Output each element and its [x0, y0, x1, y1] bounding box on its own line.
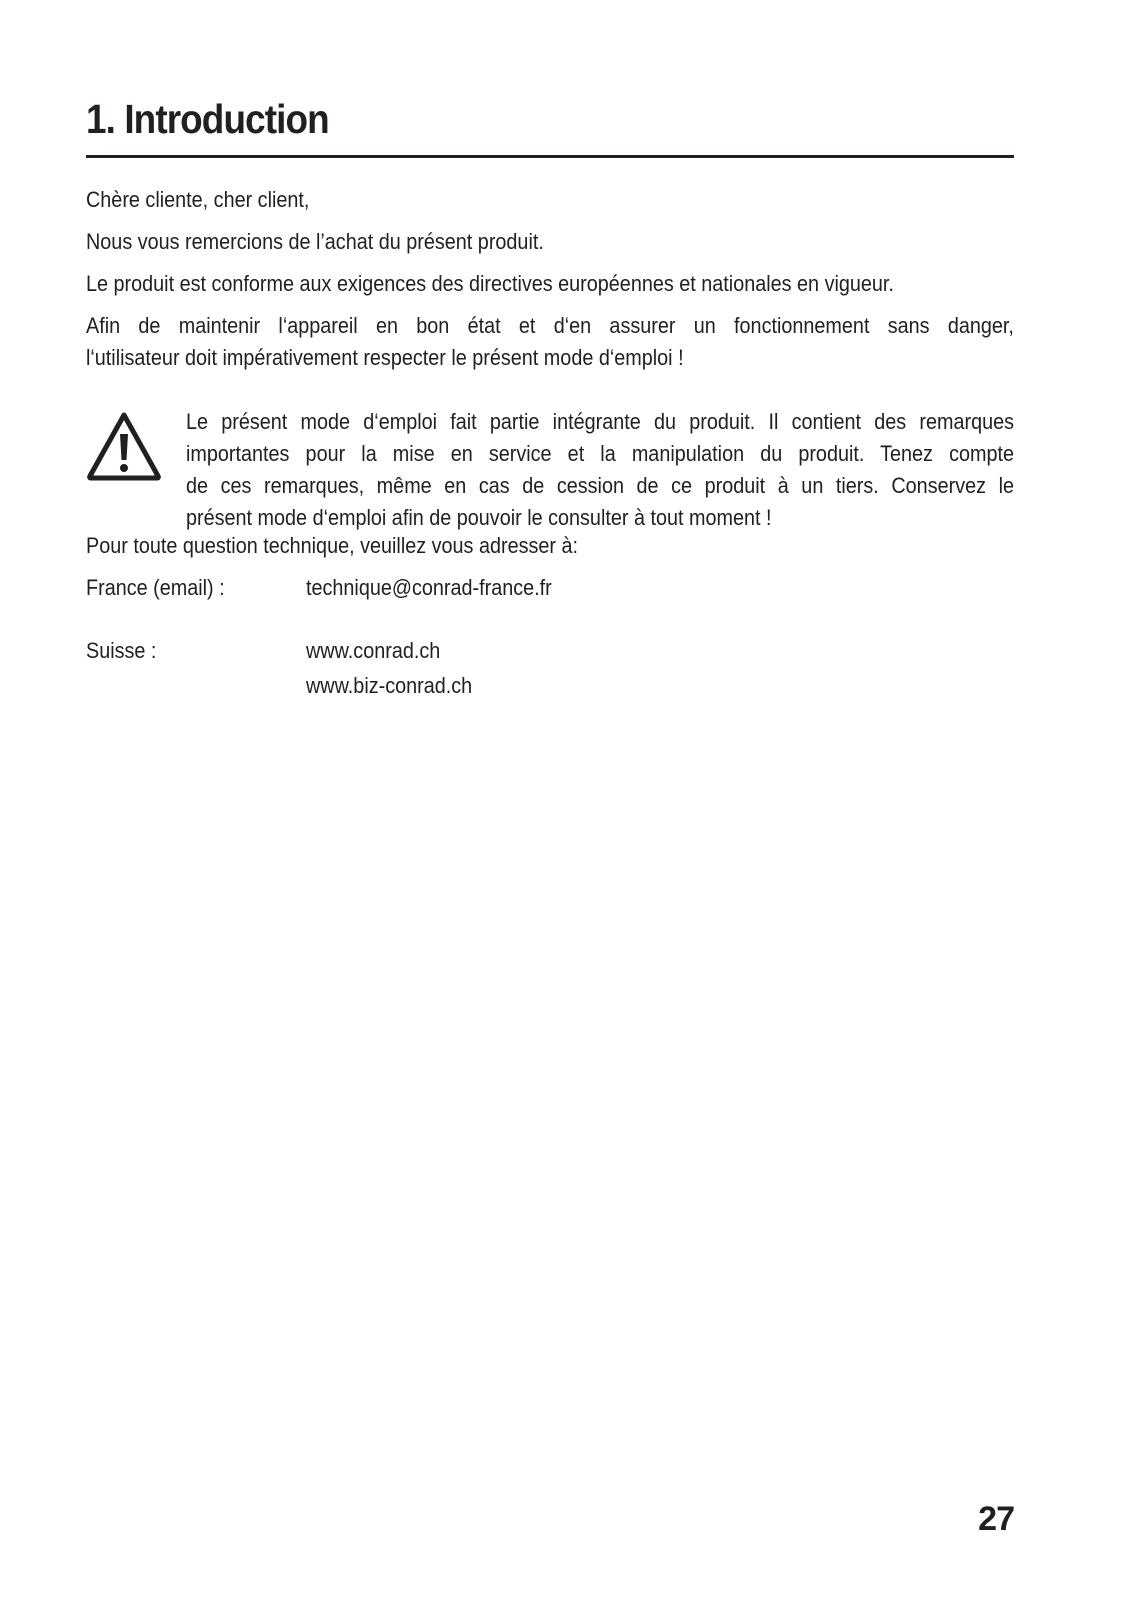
page-number: 27	[978, 1500, 1014, 1538]
suisse-web-link-2[interactable]	[306, 670, 491, 702]
suisse-label-text: Suisse :	[86, 638, 157, 663]
warning-line-1: Le présent mode d‘emploi fait partie intégrante du produit. Il contient des remarques	[186, 409, 1014, 434]
title-underline	[86, 155, 1014, 158]
thanks-paragraph	[86, 226, 1014, 258]
maintain-line-2: l‘utilisateur doit impérativement respecter le présent mode d‘emploi !	[86, 345, 684, 370]
suisse-web-link-1[interactable]	[306, 635, 455, 667]
suisse-label	[86, 635, 164, 667]
greeting-text: Chère cliente, cher client,	[86, 187, 310, 212]
maintain-paragraph	[86, 310, 1014, 374]
warning-line-3: de ces remarques, même en cas de cession de ce produit à un tiers. Conservez le	[186, 473, 1014, 498]
maintain-line-1: Afin de maintenir l‘appareil en bon état et d‘en assurer un fonctionnement sans danger,	[86, 313, 1014, 338]
thanks-text: Nous vous remercions de l’achat du présent produit.	[86, 229, 544, 254]
warning-line-2: importantes pour la mise en service et la manipulation du produit. Tenez compte	[186, 441, 1014, 466]
suisse-web-text-1: www.conrad.ch	[306, 638, 441, 663]
manual-page	[86, 0, 1014, 1600]
conformity-paragraph	[86, 268, 1014, 300]
suisse-web-text-2: www.biz-conrad.ch	[306, 673, 473, 698]
france-email-link[interactable]	[306, 572, 579, 604]
section-title: 1. Introduction	[86, 96, 329, 142]
france-label-text: France (email) :	[86, 575, 225, 600]
question-text: Pour toute question technique, veuillez vous adresser à:	[86, 533, 579, 558]
france-label	[86, 572, 240, 604]
warning-line-4: présent mode d‘emploi afin de pouvoir le consulter à tout moment !	[186, 505, 772, 530]
question-paragraph	[86, 530, 1014, 562]
greeting-paragraph	[86, 184, 1014, 216]
warning-text	[186, 406, 1014, 534]
france-email-text: technique@conrad-france.fr	[306, 575, 552, 600]
conformity-text: Le produit est conforme aux exigences des directives européennes et nationales en vigueur.	[86, 271, 894, 296]
warning-triangle-icon	[86, 410, 162, 482]
warning-notice	[86, 406, 1014, 536]
